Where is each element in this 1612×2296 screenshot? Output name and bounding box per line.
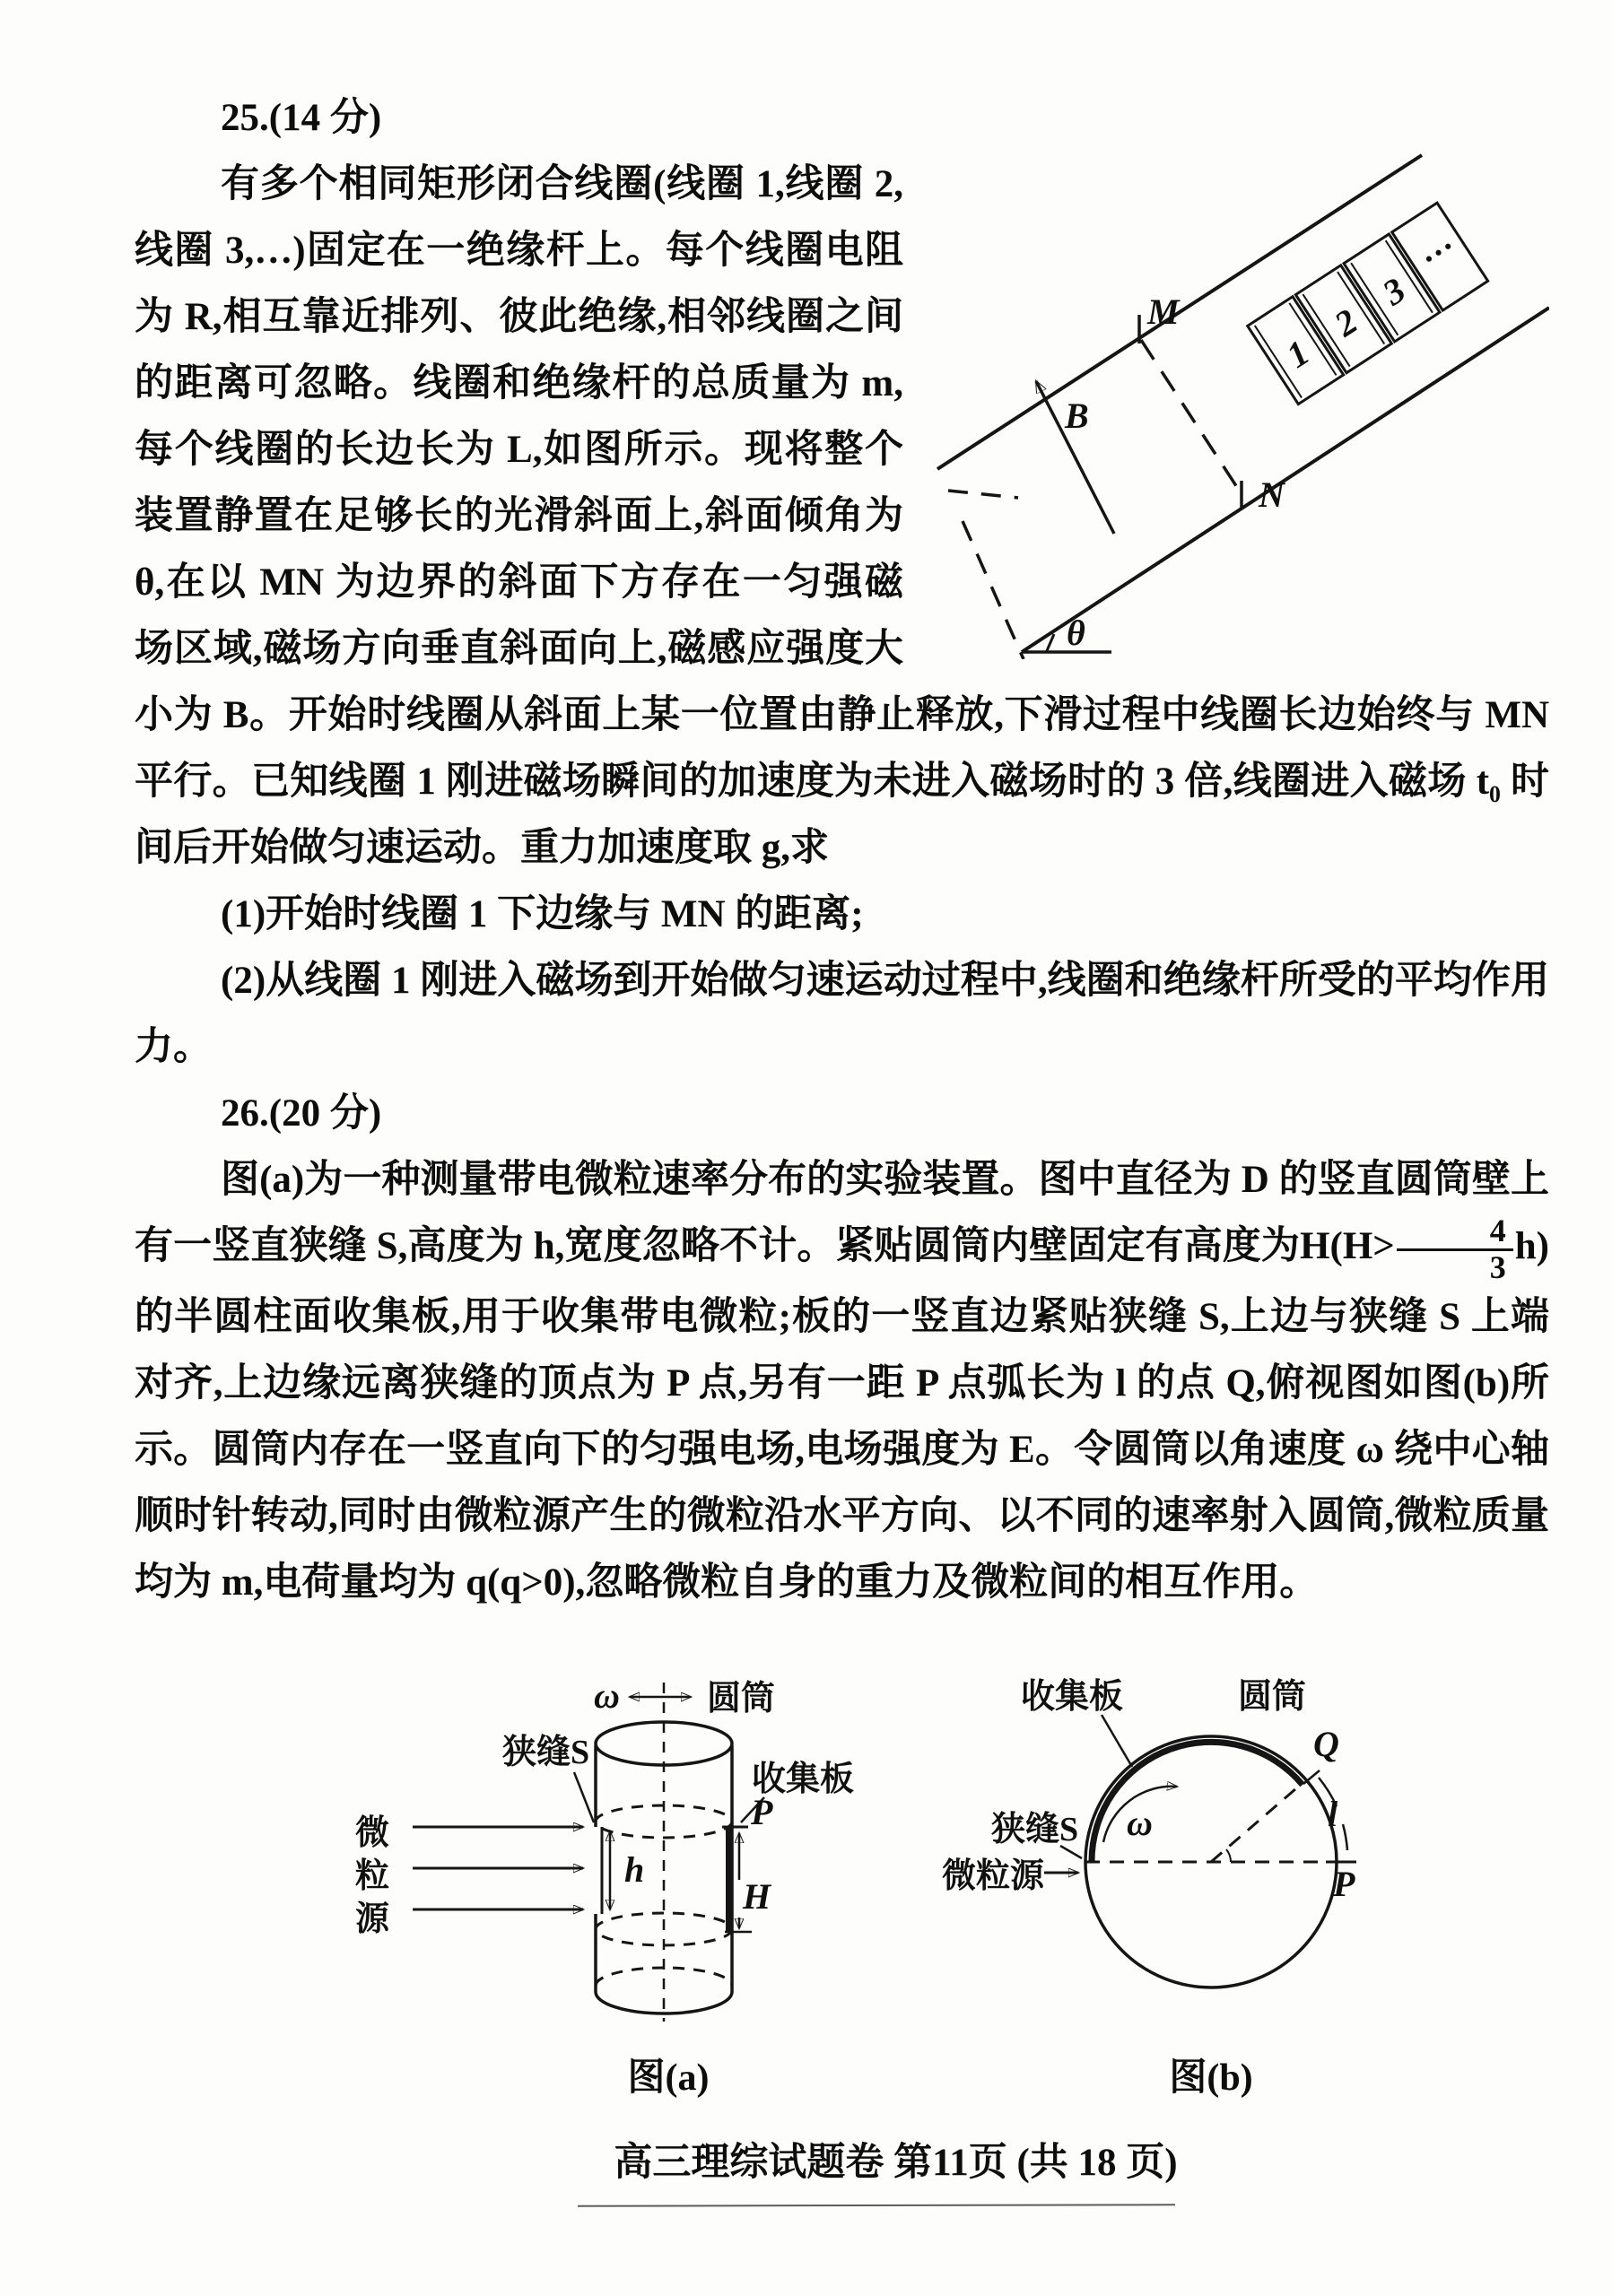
field-region-dashed-1 <box>948 491 1018 498</box>
figure-problem25-incline <box>921 85 1549 659</box>
problem25-question1: (1)开始时线圈 1 下边缘与 MN 的距离; <box>221 893 864 935</box>
figure-b-diagram <box>942 1656 1480 2041</box>
mn-boundary-dashed <box>1141 340 1243 497</box>
source-char-1: 微 <box>355 1814 390 1853</box>
q-tick <box>1303 1770 1320 1784</box>
q-label: Q <box>1313 1724 1339 1765</box>
label-m: M <box>1147 291 1180 332</box>
slit-pointer-line <box>574 1772 594 1822</box>
field-region-dashed-2 <box>963 521 1024 659</box>
problem26-heading: 26.(20 分) <box>221 1092 382 1135</box>
h-label: h <box>624 1849 645 1891</box>
cylinder-label-a: 圆筒 <box>707 1680 776 1718</box>
collection-plate-arc <box>1092 1743 1303 1863</box>
source-label-b: 微粒源 <box>942 1857 1045 1896</box>
omega-label-a: ω <box>594 1675 620 1717</box>
center-angle-mark <box>1226 1849 1231 1862</box>
figure-b-block <box>942 1656 1480 2101</box>
fraction-denominator: 3 <box>1397 1248 1513 1285</box>
slit-label-a: 狭缝S <box>502 1734 590 1772</box>
label-n: N <box>1259 474 1285 515</box>
l-arc-lower <box>1343 1824 1347 1850</box>
incline-diagram <box>921 85 1549 659</box>
cylinder-label-b: 圆筒 <box>1238 1678 1307 1717</box>
problem25-body: 有多个相同矩形闭合线圈(线圈 1,线圈 2,线圈 3,…)固定在一绝缘杆上。每个线圈电阻为 R,相互靠近排列、彼此绝缘,相邻线圈之间的距离可忽略。线圈和绝缘杆的总质量为 m,每个线圈的长边长为 L,如图所示。现将整个装置静置在足够长的光滑斜面上,斜面倾角为 θ,在以 MN 为边界的斜面下方存在一匀强磁场区域,磁场方向垂直斜面向上,磁感应强度大小为 B。开始时线圈从斜面上某一位置由静止释放,下滑过程中线圈长边始终与 MN 平行。已知线圈 1 刚进磁场瞬间的加速度为未进入磁场时的 3 倍,线圈进入磁场 t₀ 时间后开始做匀速运动。重力加速度取 g,求 <box>135 163 1549 869</box>
figure-a-caption: 图(a) <box>627 2057 710 2100</box>
figure-b-caption: 图(b) <box>1169 2057 1253 2100</box>
label-theta: θ <box>1067 613 1085 653</box>
fraction-numerator: 4 <box>1489 1212 1506 1248</box>
coil-ellipsis: ··· <box>1414 228 1464 279</box>
figure-a-block <box>305 1656 879 2101</box>
label-b: B <box>1065 396 1089 436</box>
page-footer: 高三理综试题卷 第11页 (共 18 页) <box>614 2142 1178 2185</box>
omega-label-b: ω <box>1127 1803 1153 1844</box>
figures-row <box>135 1656 1549 2101</box>
coil-3-number: 3 <box>1375 269 1413 314</box>
radius-to-q-dashed <box>1211 1783 1303 1862</box>
plate-pointer-b <box>1102 1715 1132 1767</box>
l-label: l <box>1328 1794 1338 1835</box>
problem25-question2: (2)从线圈 1 刚进入磁场到开始做匀速运动过程中,线圈和绝缘杆所受的平均作用力。 <box>135 960 1549 1068</box>
plate-label-b: 收集板 <box>1021 1678 1124 1717</box>
slit-label-b: 狭缝S <box>991 1811 1079 1849</box>
problem26-body-after: 的半圆柱面收集板,用于收集带电微粒;板的一竖直边紧贴狭缝 S,上边与狭缝 S 上端对齐,上边缘远离狭缝的顶点为 P 点,另有一距 P 点弧长为 l 的点 Q,俯视图如图(b)所示。圆筒内存在一竖直向下的匀强电场,电场强度为 E。令圆筒以角速度 ω 绕中心轴顺时针转动,同时由微粒源产生的微粒沿水平方向、以不同的速率射入圆筒,微粒质量均为 m,电荷量均为 q(q>0),忽略微粒自身的重力及微粒间的相互作用。 <box>135 1296 1549 1605</box>
problem25-heading: 25.(14 分) <box>221 97 382 139</box>
coil-chain <box>1248 203 1488 404</box>
problem26-body: 图(a)为一种测量带电微粒速率分布的实验装置。图中直径为 D 的竖直圆筒壁上有一竖直狭缝 S,高度为 h,宽度忽略不计。紧贴圆筒内壁固定有高度为H(H> $\frac{4}{3}$ h)的半圆柱面收集板,用于收集带电微粒;板的一竖直边紧贴狭缝 S,上边与狭缝 S 上端对齐,上边缘远离狭缝的顶点为 P 点,另有一距 P 点弧长为 l 的点 Q,俯视图如图(b)所示。圆筒内存在一竖直向下的匀强电场,电场强度为 E。令圆筒以角速度 ω 绕中心轴顺时针转动,同时由微粒源产生的微粒沿水平方向、以不同的速率射入圆筒,微粒质量均为 m,电荷量均为 q(q>0),忽略微粒自身的重力及微粒间的相互作用。 <box>135 1159 1549 1605</box>
plate-label-a: 收集板 <box>752 1761 855 1799</box>
p-label-b: P <box>1333 1864 1355 1905</box>
H-label: H <box>743 1876 771 1918</box>
coil-2-number: 2 <box>1327 300 1364 344</box>
fraction-4-3 <box>1397 1214 1513 1285</box>
source-char-2: 粒 <box>355 1857 390 1896</box>
source-char-3: 源 <box>355 1900 390 1939</box>
footer-rule <box>578 2205 1175 2207</box>
p-label-a: P <box>751 1792 773 1833</box>
figure-a-diagram <box>305 1656 879 2041</box>
incline-bottom-edge <box>1022 308 1549 652</box>
problem26-body-before: 图(a)为一种测量带电微粒速率分布的实验装置。图中直径为 D 的竖直圆筒壁上有一竖直狭缝 S,高度为 h,宽度忽略不计。紧贴圆筒内壁固定有高度为 <box>135 1159 1549 1267</box>
coil-1-number: 1 <box>1278 332 1317 376</box>
